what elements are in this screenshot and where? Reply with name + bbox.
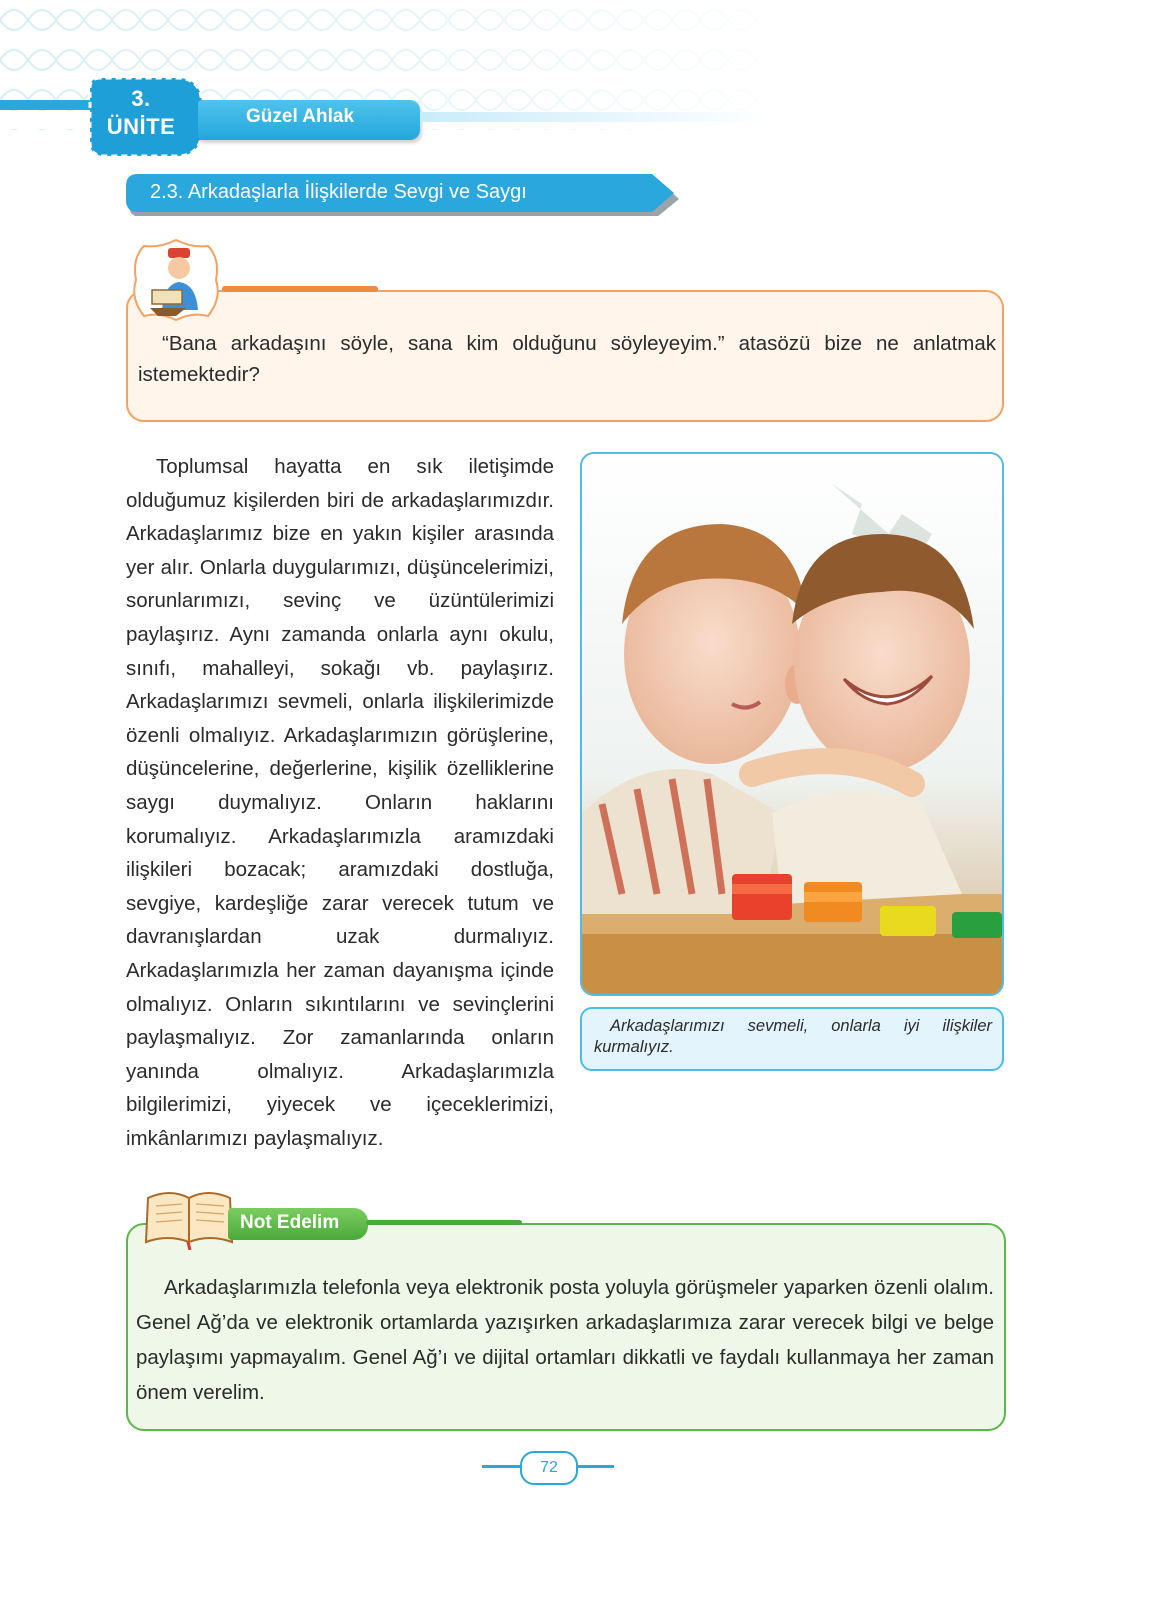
page-number-line-left bbox=[482, 1465, 524, 1468]
note-title-tab bbox=[228, 1208, 368, 1240]
children-photo bbox=[582, 454, 1002, 994]
body-paragraph: Toplumsal hayatta en sık iletişimde olduğumuz kişilerden biri de arkadaşlarımızdır. Arkadaşlarımız bize en yakın kişiler arasında yer alır. Onlarla duygularımızı, düşüncelerimizi, sorunlarımızı, sevinç ve üzüntülerimizi paylaşırız. Aynı zamanda onlarla aynı okulu, sınıfı, mahalleyi, sokağı vb. paylaşırız. Arkadaşlarımızı sevmeli, onlarla ilişkilerimizde özenli olmalıyız. Arkadaşlarımızın görüşlerine, düşüncelerine, değerlerine, kişilik özelliklerine saygı duymalıyız. Onların haklarını korumalıyız. Arkadaşlarımızla aramızdaki ilişkileri bozacak; aramızdaki dostluğa, sevgiye, kardeşliğe zarar verecek tutum ve davranışlardan uzak durmalıyız. Arkadaşlarımızla her zaman dayanışma içinde olmalıyız. Onların sıkıntılarını ve sevinçlerini paylaşmalıyız. Zor zamanlarında onların yanında olmalıyız. Arkadaşlarımızla bilgilerimizi, yiyecek ve içeceklerimizi, imkânlarımızı paylaşmalıyız. bbox=[126, 455, 554, 1150]
reading-child-icon bbox=[128, 238, 224, 322]
note-title-underline bbox=[366, 1220, 522, 1225]
question-text: “Bana arkadaşını söyle, sana kim olduğunu söyleyeyim.” atasözü bize ne anlatmak istemektedir? bbox=[138, 332, 996, 386]
page-number: 72 bbox=[520, 1451, 578, 1485]
page-number-line-right bbox=[572, 1465, 614, 1468]
unit-number: 3. bbox=[131, 86, 151, 111]
note-title: Not Edelim bbox=[240, 1212, 340, 1233]
open-book-icon bbox=[140, 1184, 238, 1250]
section-title-tab bbox=[124, 172, 684, 216]
note-text: Arkadaşlarımızla telefonla veya elektronik posta yoluyla görüşmeler yaparken özenli olalım. Genel Ağ’da ve elektronik ortamlarda yazışırken arkadaşlarımıza zarar verecek bilgi ve belge paylaşımı yapmayalım. Genel Ağ’ı ve dijital ortamları dikkatli ve faydalı kullanmaya her zaman önem verelim. bbox=[136, 1276, 994, 1404]
unit-title-underline bbox=[420, 112, 770, 122]
unit-title: Güzel Ahlak bbox=[246, 106, 355, 127]
unit-badge bbox=[82, 72, 212, 162]
photo-caption: Arkadaşlarımızı sevmeli, onlarla iyi ilişkiler kurmalıyız. bbox=[594, 1017, 992, 1056]
question-box-accent bbox=[222, 286, 378, 292]
unit-label: ÜNİTE bbox=[106, 114, 176, 139]
photo-frame bbox=[580, 452, 1004, 996]
section-title: 2.3. Arkadaşlarla İlişkilerde Sevgi ve Saygı bbox=[150, 181, 527, 203]
unit-title-tab bbox=[198, 100, 420, 140]
